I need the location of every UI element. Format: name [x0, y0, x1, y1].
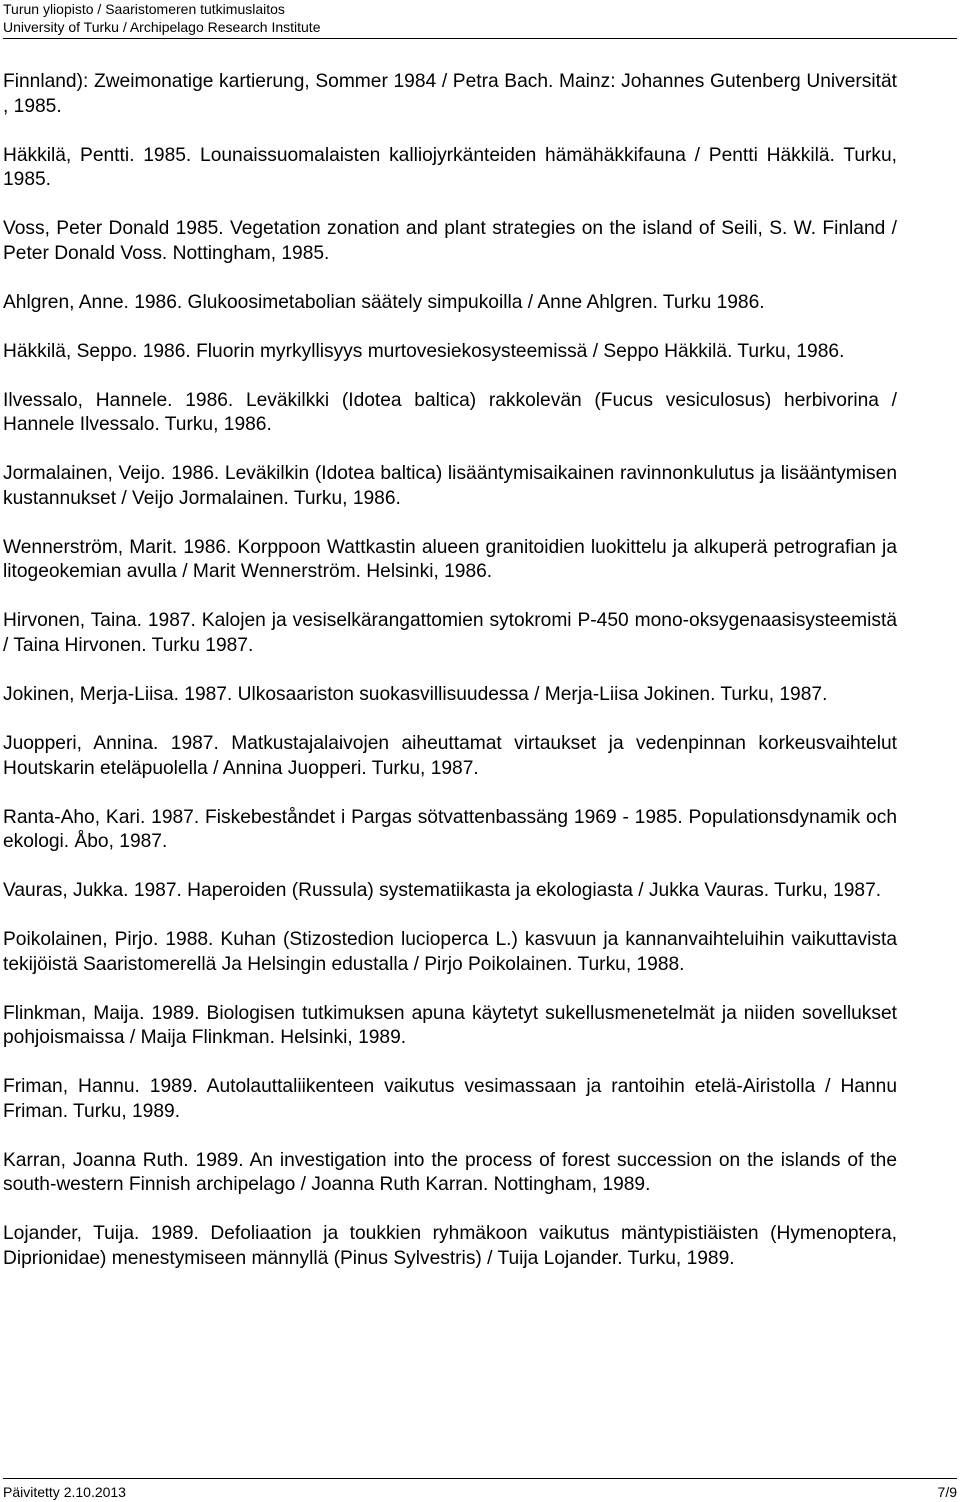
bibliography-entry: Hirvonen, Taina. 1987. Kalojen ja vesiselkärangattomien sytokromi P-450 mono-oksygenaasisysteemistä / Taina Hirvonen. Turku 1987.	[3, 610, 897, 657]
page-number: 7/9	[937, 1484, 957, 1500]
bibliography-entry: Finnland): Zweimonatige kartierung, Sommer 1984 / Petra Bach. Mainz: Johannes Gutenberg Universität , 1985.	[3, 71, 897, 117]
bibliography-entry: Voss, Peter Donald 1985. Vegetation zonation and plant strategies on the island of Seili, S. W. Finland / Peter Donald Voss. Nottingham, 1985.	[3, 218, 897, 264]
bibliography-entry: Wennerström, Marit. 1986. Korppoon Wattkastin alueen granitoidien luokittelu ja alkuperä petrografian ja litogeokemian avulla / Marit Wennerström. Helsinki, 1986.	[3, 536, 897, 583]
bibliography-entry: Ilvessalo, Hannele. 1986. Leväkilkki (Idotea baltica) rakkolevän (Fucus vesiculosus) herbivorina / Hannele Ilvessalo. Turku, 1986.	[3, 389, 897, 436]
bibliography-entry: Vauras, Jukka. 1987. Haperoiden (Russula) systematiikasta ja ekologiasta / Jukka Vauras. Turku, 1987.	[3, 880, 882, 902]
updated-date: Päivitetty 2.10.2013	[3, 1484, 126, 1500]
bibliography-entry: Jokinen, Merja-Liisa. 1987. Ulkosaariston suokasvillisuudessa / Merja-Liisa Jokinen. Turku, 1987.	[3, 684, 828, 706]
bibliography-entry: Ahlgren, Anne. 1986. Glukoosimetabolian säätely simpukoilla / Anne Ahlgren. Turku 1986.	[3, 291, 765, 313]
bibliography-list	[3, 70, 897, 1296]
page-header	[3, 0, 957, 39]
bibliography-entry: Friman, Hannu. 1989. Autolauttaliikenteen vaikutus vesimassaan ja rantoihin etelä-Airistolla / Hannu Friman. Turku, 1989.	[3, 1076, 897, 1122]
bibliography-entry: Häkkilä, Pentti. 1985. Lounaissuomalaisten kalliojyrkänteiden hämähäkkifauna / Pentti Häkkilä. Turku, 1985.	[3, 144, 897, 191]
bibliography-entry: Karran, Joanna Ruth. 1989. An investigation into the process of forest succession on the islands of the south-western Finnish archipelago / Joanna Ruth Karran. Nottingham, 1989.	[3, 1149, 897, 1196]
page-footer	[3, 1478, 957, 1502]
bibliography-entry: Häkkilä, Seppo. 1986. Fluorin myrkyllisyys murtovesiekosysteemissä / Seppo Häkkilä. Turku, 1986.	[3, 340, 845, 362]
bibliography-entry: Poikolainen, Pirjo. 1988. Kuhan (Stizostedion lucioperca L.) kasvuun ja kannanvaihteluihin vaikuttavista tekijöistä Saaristomerellä Ja Helsingin edustalla / Pirjo Poikolainen. Turku, 1988.	[3, 929, 897, 975]
bibliography-entry: Lojander, Tuija. 1989. Defoliaation ja toukkien ryhmäkoon vaikutus mäntypistiäisten (Hymenoptera, Diprionidae) menestymiseen männyllä (Pinus Sylvestris) / Tuija Lojander. Turku, 1989.	[3, 1223, 897, 1270]
bibliography-entry: Jormalainen, Veijo. 1986. Leväkilkin (Idotea baltica) lisääntymisaikainen ravinnonkulutus ja lisääntymisen kustannukset / Veijo Jormalainen. Turku, 1986.	[3, 463, 897, 509]
bibliography-entry: Flinkman, Maija. 1989. Biologisen tutkimuksen apuna käytetyt sukellusmenetelmät ja niiden sovellukset pohjoismaissa / Maija Flinkman. Helsinki, 1989.	[3, 1002, 897, 1049]
header-institution-fi: Turun yliopisto / Saaristomeren tutkimuslaitos	[3, 1, 285, 17]
bibliography-entry: Juopperi, Annina. 1987. Matkustajalaivojen aiheuttamat virtaukset ja vedenpinnan korkeusvaihtelut Houtskarin eteläpuolella / Annina Juopperi. Turku, 1987.	[3, 733, 897, 779]
header-institution-en: University of Turku / Archipelago Research Institute	[3, 19, 321, 35]
bibliography-entry: Ranta-Aho, Kari. 1987. Fiskebeståndet i Pargas sötvattenbassäng 1969 - 1985. Populationsdynamik och ekologi. Åbo, 1987.	[3, 806, 897, 853]
